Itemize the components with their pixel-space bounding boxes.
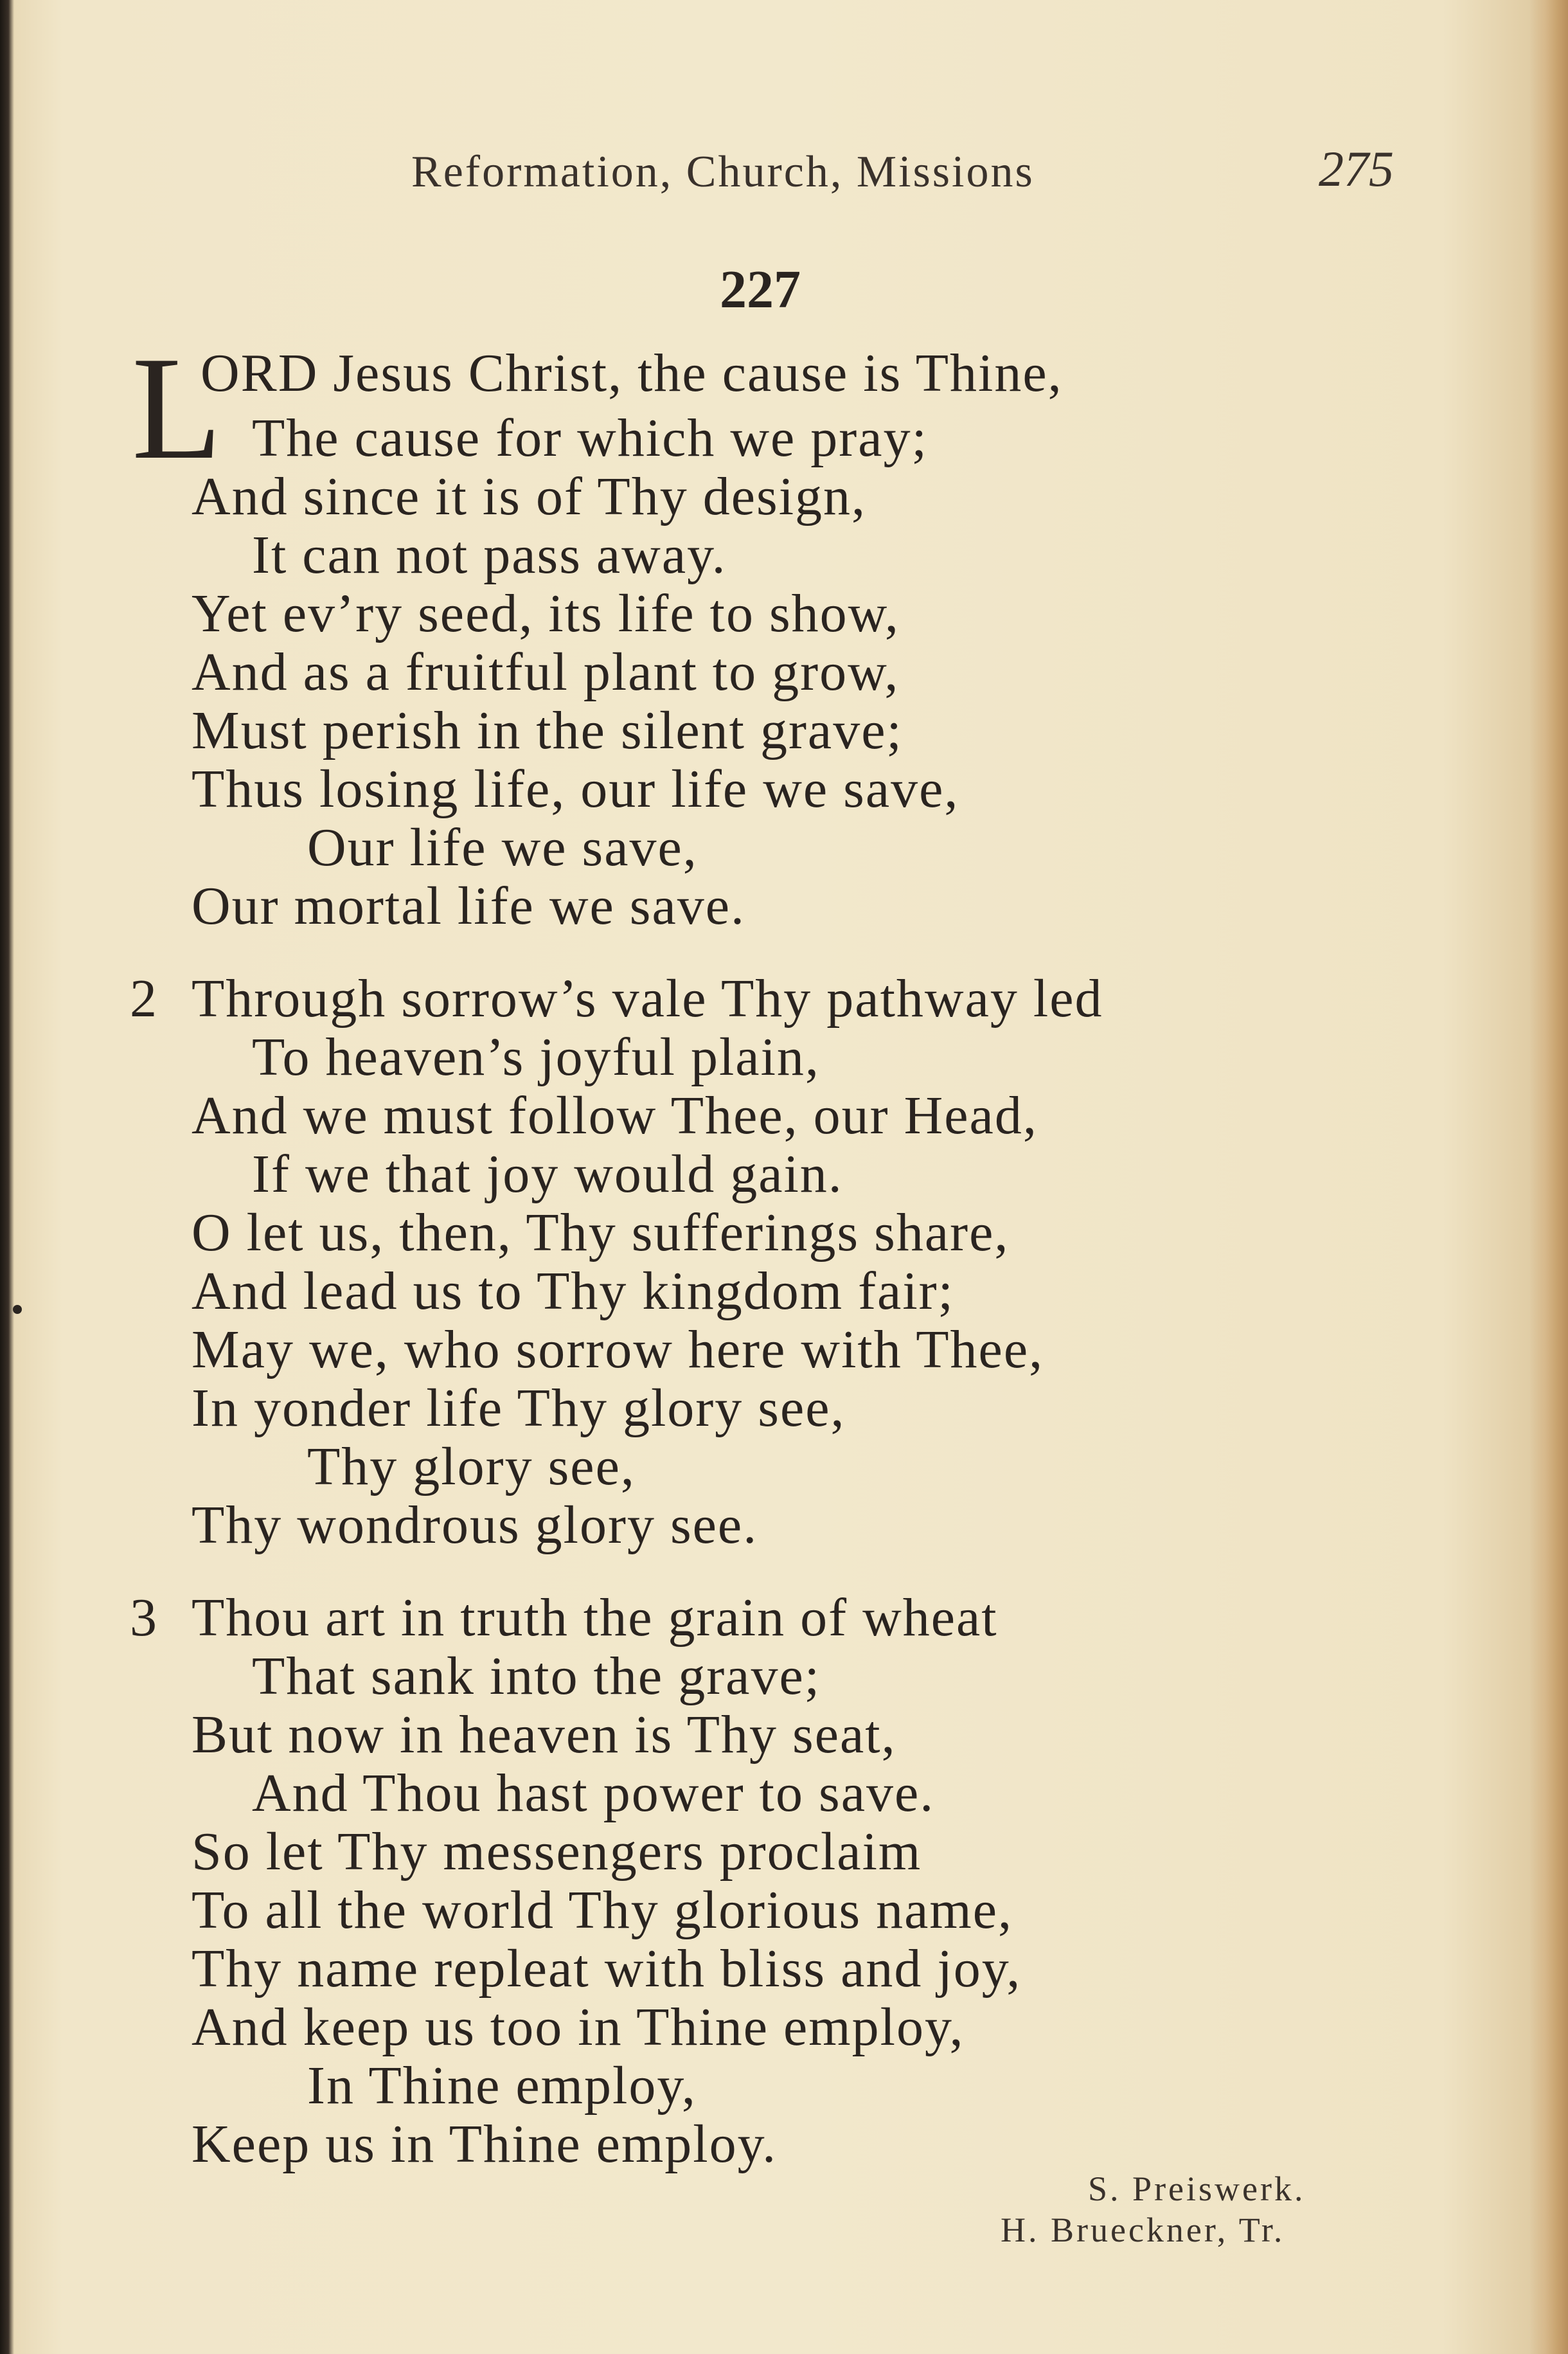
verse-2-line-8: In yonder life Thy glory see, xyxy=(192,1378,846,1438)
translator-attribution: H. Brueckner, Tr. xyxy=(1001,2211,1285,2249)
verse-3-number: 3 xyxy=(130,1588,157,1648)
verse-1-line-5: Yet ev’ry seed, its life to show, xyxy=(192,584,900,643)
verse-2-number: 2 xyxy=(130,969,157,1029)
drop-cap: L xyxy=(132,326,222,490)
verse-3-line-2: That sank into the grave; xyxy=(252,1646,821,1706)
verse-1-line-1: ORD Jesus Christ, the cause is Thine, xyxy=(200,343,1063,403)
verse-3-line-7: Thy name repleat with bliss and joy, xyxy=(192,1939,1022,1999)
verse-1-line-8: Thus losing life, our life we save, xyxy=(192,759,959,819)
running-head: Reformation, Church, Missions xyxy=(411,147,1035,197)
verse-2-line-6: And lead us to Thy kingdom fair; xyxy=(192,1261,954,1321)
verse-3-line-1: Thou art in truth the grain of wheat xyxy=(192,1588,998,1648)
verse-2-line-4: If we that joy would gain. xyxy=(252,1144,843,1204)
ink-speck xyxy=(13,1305,22,1314)
verse-3-line-9: In Thine employ, xyxy=(307,2056,697,2116)
verse-1-line-6: And as a fruitful plant to grow, xyxy=(192,642,900,702)
page-gutter-shadow xyxy=(0,0,14,2354)
verse-3-line-3: But now in heaven is Thy seat, xyxy=(192,1705,896,1765)
verse-3-line-6: To all the world Thy glorious name, xyxy=(192,1880,1013,1940)
verse-2-line-3: And we must follow Thee, our Head, xyxy=(192,1086,1038,1146)
verse-1-line-3: And since it is of Thy design, xyxy=(192,467,867,526)
verse-1-line-2: The cause for which we pray; xyxy=(252,408,928,468)
verse-3-line-8: And keep us too in Thine employ, xyxy=(192,1997,965,2057)
verse-1-line-10: Our mortal life we save. xyxy=(192,876,746,936)
verse-2-line-9: Thy glory see, xyxy=(307,1437,636,1496)
verse-1-line-4: It can not pass away. xyxy=(252,525,727,585)
hymn-number: 227 xyxy=(720,260,801,319)
author-attribution: S. Preiswerk. xyxy=(1088,2170,1306,2208)
verse-2-line-2: To heaven’s joyful plain, xyxy=(252,1027,820,1087)
verse-3-line-4: And Thou hast power to save. xyxy=(252,1763,935,1823)
verse-1-line-7: Must perish in the silent grave; xyxy=(192,701,903,760)
verse-2-line-1: Through sorrow’s vale Thy pathway led xyxy=(192,969,1103,1029)
verse-2-line-7: May we, who sorrow here with Thee, xyxy=(192,1320,1044,1379)
verse-3-line-10: Keep us in Thine employ. xyxy=(192,2114,778,2174)
page-number: 275 xyxy=(1319,141,1394,197)
page-edge-tint xyxy=(1529,0,1568,2354)
verse-2-line-10: Thy wondrous glory see. xyxy=(192,1495,758,1555)
verse-3-line-5: So let Thy messengers proclaim xyxy=(192,1822,922,1882)
verse-2-line-5: O let us, then, Thy sufferings share, xyxy=(192,1203,1010,1262)
verse-1-line-9: Our life we save, xyxy=(307,818,698,877)
